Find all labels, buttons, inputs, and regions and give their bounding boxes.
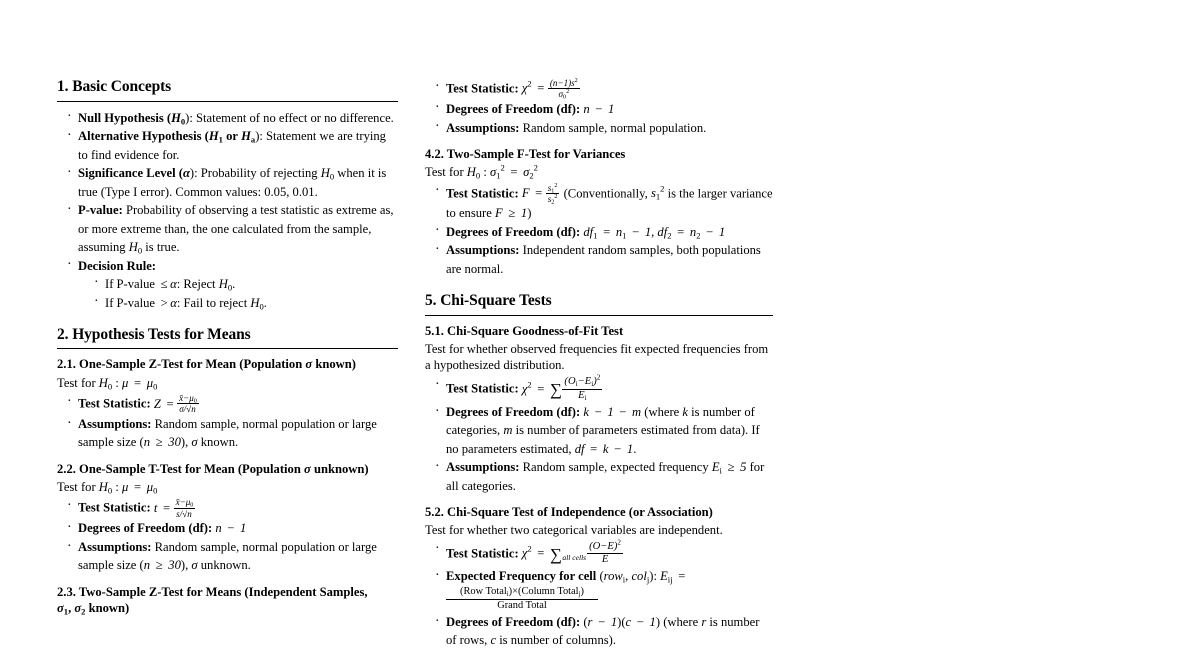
math-Ei-ge-5: $E_i \ge 5$ — [711, 460, 747, 476]
subsection-2-3-title-a: 2.3. Two-Sample Z-Test for Means (Independent Samples, — [57, 584, 368, 599]
df-label-42: Degrees of Freedom (df): — [446, 224, 581, 239]
df-label-51: Degrees of Freedom (df): — [446, 405, 581, 420]
math-n-minus-1-41: n − 1 — [583, 101, 615, 116]
list-item-test-statistic-22 — [67, 497, 398, 518]
math-alpha: α — [182, 166, 190, 181]
significance-text: ): Probability of rejecting — [189, 166, 318, 181]
list-item-assumptions-21: · Assumptions: Random sample, normal population or large sample size (n ≥ 30), σ known. — [67, 415, 398, 452]
subsection-heading-4-2: 4.2. Two-Sample F-Test for Variances — [425, 146, 626, 161]
df-label-41: Degrees of Freedom (df): — [446, 101, 581, 116]
list-item-alternative-hypothesis — [67, 127, 398, 164]
list-item-assumptions-51 — [435, 458, 773, 495]
list-2-1 — [57, 393, 398, 451]
math-sigma-known-21: σ — [191, 435, 198, 450]
test-statistic-label-52: Test Statistic: — [446, 546, 519, 561]
assumptions-label-22: Assumptions: — [78, 540, 152, 554]
list-item-significance-level — [67, 164, 398, 201]
assumptions-text-51: Random sample, expected frequency — [522, 460, 709, 475]
math-H0-fail-rule: $H_0$ — [250, 295, 264, 311]
math-m-51: m — [503, 423, 513, 438]
list-item-test-statistic-41 — [435, 78, 773, 99]
math-H0-mu-22: $H_0$ : $\mu = \mu_0$ — [98, 479, 158, 496]
math-n-ge-30-21: n ≥ 30 — [143, 435, 181, 450]
decision-reject-pre: If P-value — [105, 276, 156, 291]
test-for-line-42 — [425, 164, 773, 181]
list-item-reject: · If P-value ≤ α: Reject $H_0$. — [94, 275, 398, 293]
math-Eij: $E_{ij}$ = — [660, 569, 686, 585]
math-row-col: (row$_i$, col$_j$) — [599, 569, 654, 585]
list-item-test-statistic-42 — [435, 183, 773, 223]
math-sigma-22: σ — [304, 461, 311, 476]
heading-rule-3 — [425, 315, 773, 316]
subsection-2-1-title-b: known) — [315, 357, 356, 372]
list-item-df-51 — [435, 403, 773, 458]
math-sigma1-sigma2-23: $\sigma_1$, $\sigma_2$ — [57, 600, 86, 616]
subsection-2-1-title-a: 2.1. One-Sample Z-Test for Mean (Population — [57, 357, 303, 372]
math-n-ge-30-22: n ≥ 30 — [143, 558, 181, 573]
math-sigma-21: σ — [305, 357, 313, 372]
list-4-2 — [425, 183, 773, 278]
test-statistic-label-21: Test Statistic: — [78, 396, 151, 411]
df-text-d-51: . — [633, 441, 637, 456]
assumptions-text-42: Independent random samples, both populations are normal. — [446, 243, 761, 276]
math-n-minus-1-22: n − 1 — [215, 521, 247, 536]
df-text-c-52: is number of columns). — [499, 633, 617, 648]
assumptions-label-51: Assumptions: — [446, 460, 520, 475]
math-le-alpha: ≤ α — [160, 276, 177, 291]
assumptions-text-41: Random sample, normal population. — [522, 120, 707, 135]
subsection-2-2-title-a: 2.2. One-Sample T-Test for Mean (Population — [57, 461, 301, 476]
section-heading-basic-concepts: 1. Basic Concepts — [57, 78, 172, 95]
df-text-a-51: (where — [644, 405, 680, 420]
formula-t-statistic: t = $\frac{x̄-\mu_0}{s/√n}$ — [153, 497, 194, 519]
decision-fail-pre: If P-value — [105, 295, 156, 310]
expected-frequency-denominator: Grand Total — [497, 599, 547, 611]
test-for-line-22 — [57, 479, 398, 496]
math-H0: $H_0$ — [171, 110, 186, 126]
list-item-decision-rule — [67, 257, 398, 312]
list-item-assumptions-42 — [435, 241, 773, 278]
conventionally-post: ) — [527, 205, 532, 220]
list-5-2 — [425, 538, 773, 650]
subsection-heading-2-3 — [57, 584, 398, 616]
formula-chi-square-variance: $\chi^2$ = $\frac{(n-1)s^2}{\sigma_0^2}$ — [521, 78, 578, 101]
math-s1-squared: $s_1^2$ — [650, 183, 665, 202]
heading-rule — [57, 101, 398, 102]
section-heading-chi-square-tests: 5. Chi-Square Tests — [425, 291, 552, 309]
formula-chi-square-gof: $\chi^2$ = ∑ $\frac{(O_i-E_i)^2}{E_i}$ — [521, 373, 601, 402]
formula-chi-square-independence: $\chi^2 = \sum_{all cells}$ $\frac{(O-E)^2}{E}$ — [521, 538, 621, 566]
math-df1-df2: $df_1 = n_1 - 1$, $df_2 = n_2 - 1$ — [583, 224, 726, 241]
subsection-heading-5-1: 5.1. Chi-Square Goodness-of-Fit Test — [425, 323, 624, 338]
alt-hypothesis-label: Alternative Hypothesis ( — [78, 129, 209, 144]
list-item-df-41 — [435, 100, 773, 118]
assumptions-text2-51: for all categories. — [446, 460, 765, 493]
subsection-2-2-title-b: unknown) — [313, 461, 369, 476]
assumptions-label-21: Assumptions: — [78, 417, 152, 432]
list-item-df-42 — [435, 223, 773, 241]
assumptions-text2-22: unknown. — [200, 558, 251, 573]
df-label-22: Degrees of Freedom (df): — [78, 521, 213, 536]
significance-text2: when it is true (Type I error). Common values: 0.05, 0.01. — [78, 166, 387, 199]
math-H1-or-Ha: $H_1$ or $H_a$ — [208, 129, 256, 145]
df-text-b-51: is number of categories, — [446, 405, 755, 438]
subsection-heading-2-1 — [57, 356, 398, 372]
test-statistic-label-42: Test Statistic: — [446, 186, 519, 201]
test-statistic-label-22: Test Statistic: — [78, 500, 151, 515]
math-df-k-minus-1: df = k − 1 — [574, 441, 634, 456]
formula-z-statistic: Z = $\frac{x̄-\mu_0}{\sigma/√n}$ — [153, 393, 197, 415]
heading-rule-2 — [57, 348, 398, 349]
list-5-1 — [425, 373, 773, 495]
list-item-test-statistic-21 — [67, 393, 398, 414]
list-4-1-continued — [425, 78, 773, 137]
description-5-2: Test for whether two categorical variables are independent. — [425, 522, 723, 537]
math-F-ge-1: F ≥ 1 — [494, 205, 528, 220]
subsection-heading-2-2 — [57, 461, 398, 477]
list-item-test-statistic-52 — [435, 538, 773, 567]
math-H0-sigma-equal: $H_0$ : $\sigma_1^2 = \sigma_2^2$ — [466, 162, 538, 181]
decision-fail-post: : Fail to reject — [176, 295, 248, 310]
test-for-label-42: Test for — [425, 164, 464, 179]
null-hypothesis-label: Null Hypothesis ( — [78, 110, 172, 125]
list-item-test-statistic-51 — [435, 373, 773, 402]
test-for-label-22: Test for — [57, 479, 96, 494]
conventionally-mid: is the larger variance to ensure — [446, 186, 773, 220]
pvalue-label: P-value: — [78, 203, 123, 218]
description-5-1: Test for whether observed frequencies fit expected frequencies from a hypothesized distribution. — [425, 341, 769, 373]
math-r-1-c-1: (r − 1)(c − 1) — [583, 615, 661, 630]
list-item-pvalue — [67, 201, 398, 256]
conventionally-pre: (Conventionally, — [563, 186, 648, 201]
pvalue-text2: is true. — [145, 239, 180, 254]
assumptions-text-21: Random sample, normal population or large sample size ( — [78, 417, 377, 450]
df-text-a-52: (where — [663, 615, 699, 630]
math-H0-reject-rule: $H_0$ — [218, 276, 233, 293]
formula-f-statistic: F = $\frac{s_1^2}{s_2^2}$ — [521, 182, 558, 206]
expected-freq-label: Expected Frequency for cell — [446, 569, 597, 584]
left-column — [57, 78, 398, 652]
math-H0-pvalue: $H_0$ — [128, 239, 143, 256]
math-H0-mu-21: $H_0$ : $\mu = \mu_0$ — [98, 375, 158, 391]
list-item-df-52 — [435, 613, 773, 650]
list-item-df-22 — [67, 519, 398, 537]
significance-label: Significance Level ( — [78, 166, 183, 181]
expected-frequency-numerator: (Row Total$_i$)×(Column Total$_j$) — [446, 586, 598, 600]
assumptions-label-41: Assumptions: — [446, 120, 520, 135]
math-c-52: c — [490, 633, 497, 648]
alt-hypothesis-text: ): Statement we are trying to find evidence for. — [78, 129, 386, 162]
df-text-b-52: is number of rows, — [446, 615, 760, 648]
assumptions-text-22: Random sample, normal population or large sample size ( — [78, 540, 377, 573]
section-heading-hypothesis-tests-means: 2. Hypothesis Tests for Means — [57, 325, 251, 343]
decision-rule-sublist — [78, 275, 398, 312]
math-sigma-unknown-22: σ — [191, 558, 198, 573]
expected-frequency-fraction — [446, 586, 598, 612]
list-item-expected-frequency-52: · Expected Frequency for cell (row$_i$, col$_j$): $E_{ij}$ = (Row Total$_i$)×(Column Total$_j$) Grand Total — [435, 567, 773, 612]
test-for-line-21 — [57, 375, 398, 392]
subsection-heading-5-2: 5.2. Chi-Square Test of Independence (or Association) — [425, 504, 713, 519]
null-hypothesis-text: ): Statement of no effect or no difference. — [185, 110, 394, 125]
list-item-assumptions-41 — [435, 119, 773, 137]
assumptions-label-42: Assumptions: — [446, 243, 520, 258]
basic-concepts-list — [57, 109, 398, 312]
test-statistic-label-51: Test Statistic: — [446, 381, 519, 396]
df-label-52: Degrees of Freedom (df): — [446, 615, 581, 630]
list-item-assumptions-22: · Assumptions: Random sample, normal population or large sample size (n ≥ 30), σ unknown. — [67, 538, 398, 575]
decision-rule-label: Decision Rule: — [78, 258, 157, 273]
assumptions-text2-21: known. — [200, 435, 239, 450]
math-k-1-m: k − 1 − m — [583, 405, 642, 420]
test-statistic-label-41: Test Statistic: — [446, 81, 519, 96]
math-r-52: r — [701, 615, 707, 630]
two-column-layout — [0, 78, 1191, 652]
list-item-null-hypothesis — [67, 109, 398, 127]
subsection-2-3-title-b: known) — [88, 600, 130, 615]
right-column — [425, 78, 773, 652]
decision-reject-post: : Reject — [176, 276, 216, 291]
list-item-fail-reject: · If P-value > α: Fail to reject $H_0$. — [94, 294, 398, 312]
math-k-51: k — [682, 405, 689, 420]
df-text-c-51: is number of parameters estimated from data). If no parameters estimated, — [446, 423, 760, 456]
list-2-2 — [57, 497, 398, 574]
math-H0-reject: $H_0$ — [320, 166, 335, 182]
test-for-label-21: Test for — [57, 375, 96, 390]
math-gt-alpha: > α — [160, 295, 177, 310]
pvalue-text: Probability of observing a test statistic as extreme as, or more extreme than, the one calculated from the sample, assuming — [78, 203, 394, 254]
